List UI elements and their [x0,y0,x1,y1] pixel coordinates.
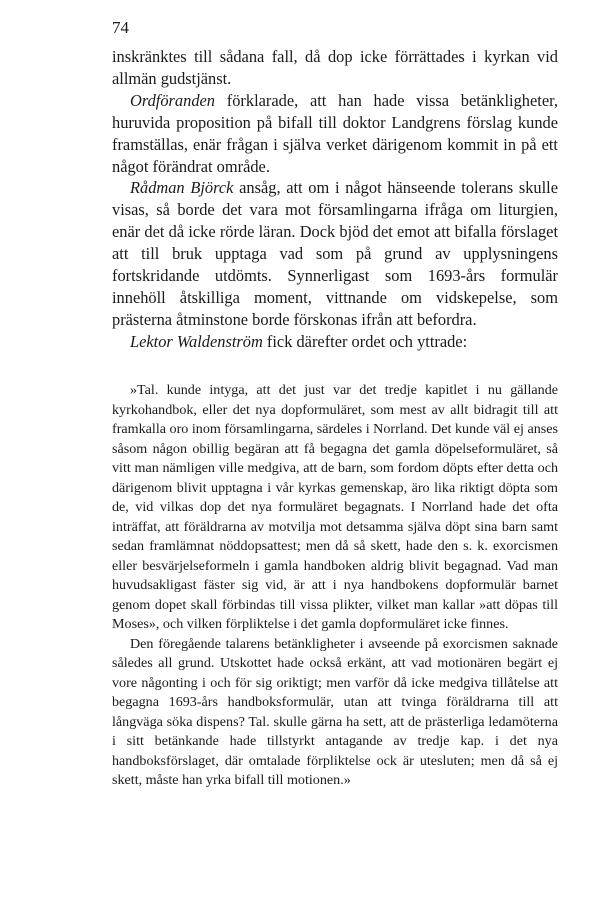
paragraph-chairman [112,90,558,178]
paragraph-text: inskränktes till sådana fall, då dop icke förrättades i kyrkan vid allmän gudstjänst. [112,47,558,88]
quote-paragraph: Den föregående talarens betänkligheter i avseende på exorcismen saknade således all grund. Utskottet hade också erkänt, att vad motionären begärt ej vore någonting i och för sig oriktigt; men varför då icke medgiva tillåtelse att begagna 1693-års handboksformulär, utan att tvinga föräldrarna till att långväga söka dispens? Tal. skulle gärna ha sett, att de prästerliga ledamöterna i sitt betänkande hade tillstyrkt antagande av tredje kap. i det nya handboksförslaget, där omtalade förpliktelse ock är utesluten; men då så ej skett, måste han yrka bifall till motionen.» [112,635,558,788]
page-number: 74 [112,18,129,37]
paragraph-bjorck [112,177,558,330]
paragraph-continuation [112,46,558,90]
quoted-speech [112,381,558,791]
paragraph-text: fick därefter ordet och yttrade: [262,331,468,351]
paragraph-waldenstrom [112,331,558,353]
paragraph-text: förklarade, att han hade vissa betänkligheter, huruvida proposition på bifall till doktor Landgrens förslag kunde framställas, enär frågan i själva verket därigenom kommit in på ett något förändrat område. [112,90,558,176]
paragraph-text: ansåg, att om i något hänseende tolerans skulle visas, så borde det vara mot församlingarna ifråga om liturgien, enär det då icke rörde läran. Dock bjöd det emot att bifalla förslaget att till bruk upptaga vad som på grund av upplysningens fortskridande utdömts. Synnerligast som 1693-års formulär innehöll åtskilliga moment, vittnande om vidskepelse, som prästerna åtminstone borde förskonas ifrån att befordra. [112,178,559,329]
quote-paragraph: »Tal. kunde intyga, att det just var det tredje kapitlet i nu gällande kyrkohandbok, eller det nya dopformuläret, som mest av allt bidragit till att framkalla oro inom församlingarna, särdeles i Norrland. Det kunde väl ej anses såsom någon obillig begäran att få begagna det gamla döpelseformuläret, så vitt man nämligen ville medgiva, att de barn, som fordom döpts efter detta och därigenom blivit upptagna i vår kyrkas gemenskap, äro lika riktigt döpta som de, vid vilkas dop det nya formuläret begagnats. I Norrland hade det ofta inträffat, att föräldrarna av motvilja mot detsamma själva döpt sina barn samt sedan framlämnat nöddopsattest; men då så skett, hade den s. k. exorcismen eller besvärjelseformeln i gamla handboken aldrig blivit begagnad. Vad man huvudsakligast fäster sig vid, är att i nya handbokens dopformulär barnet genom dopet skall förbindas till vissa plikter, vilket man kallar »att döpas till Moses», och vilken förpliktelse i det gamla dopformuläret icke finnes. [112,382,558,632]
main-text [112,46,558,353]
speaker-name: Ordföranden [130,90,215,110]
speaker-name: Lektor Waldenström [130,331,263,351]
speaker-name: Rådman Björck [130,178,234,198]
